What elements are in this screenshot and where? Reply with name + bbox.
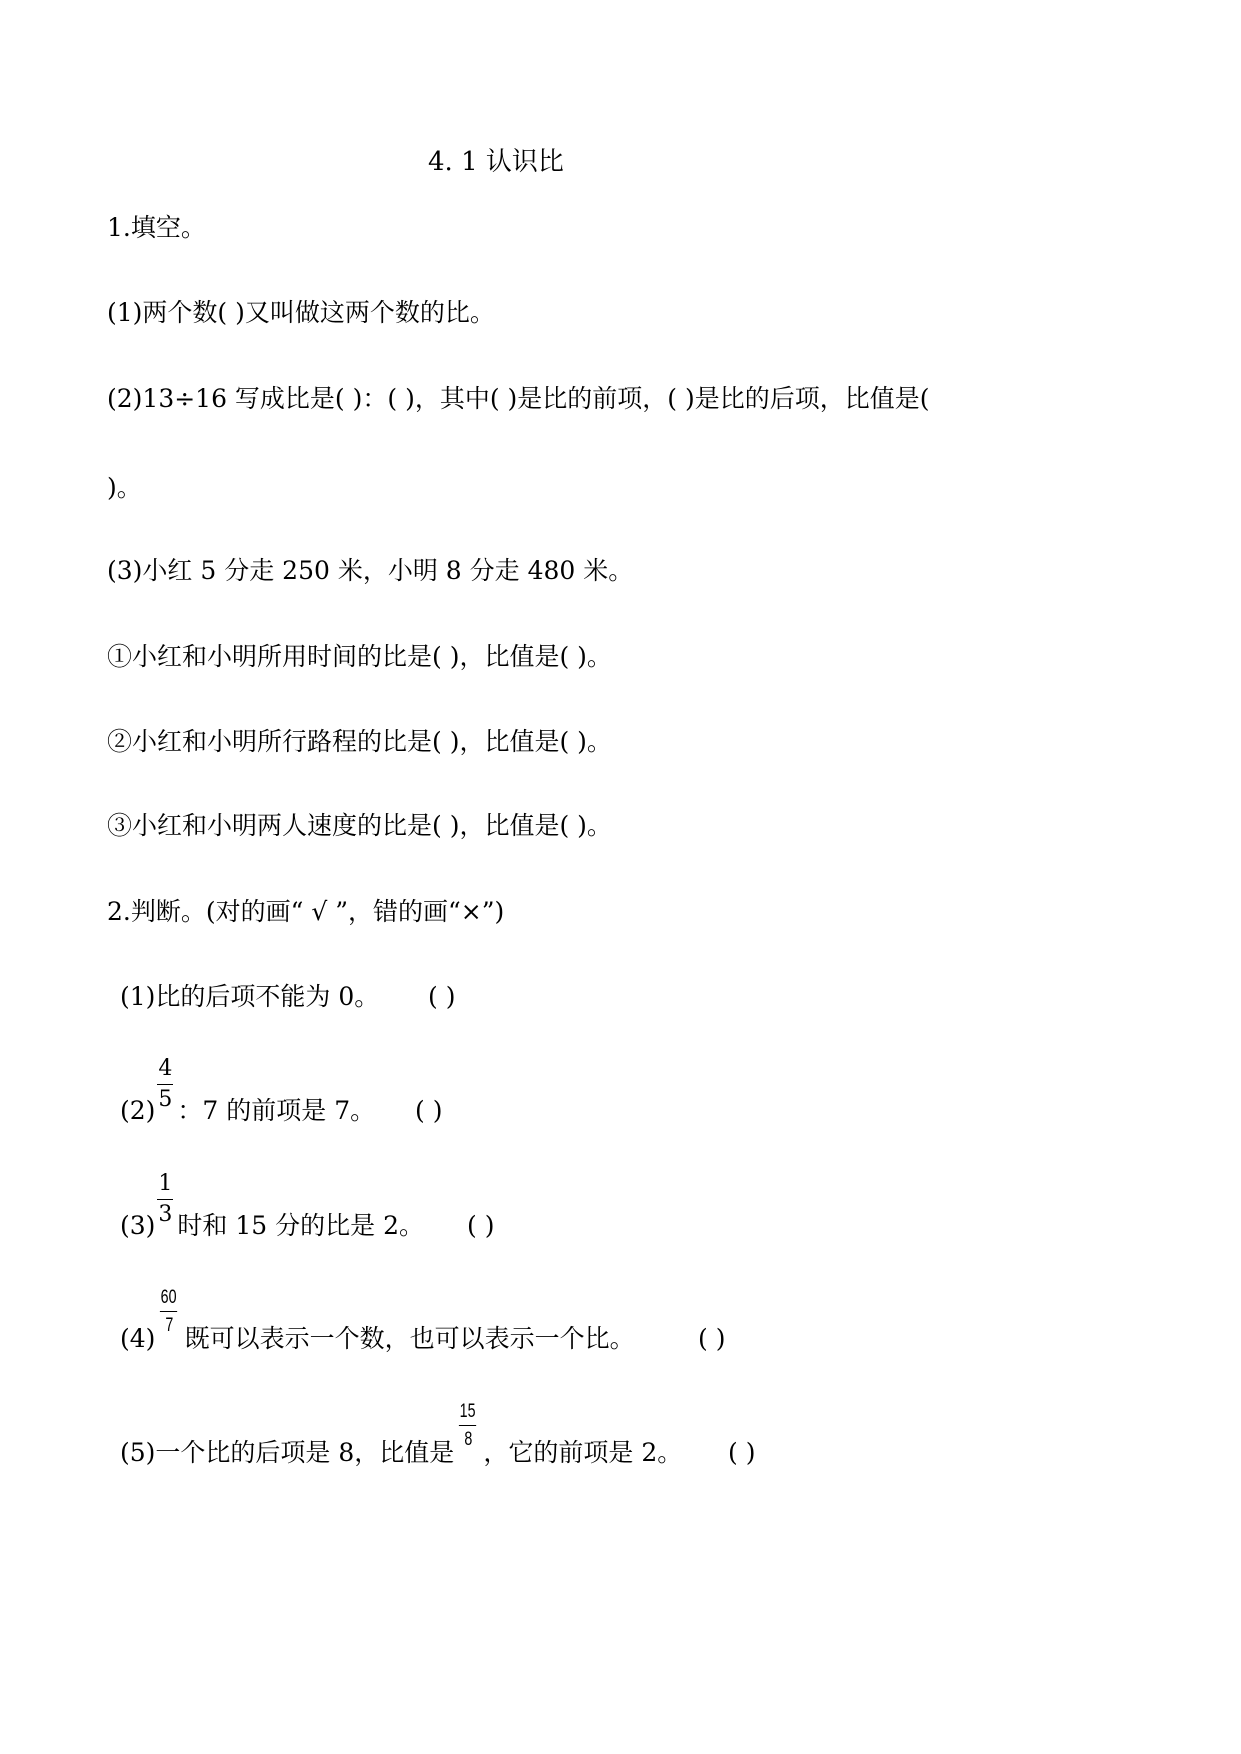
judge-item-text: 既可以表示一个数，也可以表示一个比。 <box>184 1324 635 1353</box>
fraction-denominator: 8 <box>463 1429 472 1450</box>
judge-item-prefix: (3) <box>120 1211 156 1240</box>
judge-item-prefix: (5)一个比的后项是 8，比值是 <box>120 1438 455 1467</box>
fraction-denominator: 3 <box>158 1202 173 1227</box>
judge-item-1 <box>120 981 456 1013</box>
judge-item-text: (1)比的后项不能为 0。 <box>120 982 380 1011</box>
fraction-numerator: 15 <box>459 1402 476 1426</box>
answer-bracket[interactable]: ( ) <box>698 1324 726 1353</box>
judge-item-text: ：7 的前项是 7。 <box>177 1096 376 1125</box>
fraction-numerator: 60 <box>160 1288 177 1312</box>
fraction-denominator: 5 <box>158 1087 173 1112</box>
fraction <box>157 1173 173 1226</box>
question-1-3-sub3: ③小红和小明两人速度的比是( )，比值是( )。 <box>107 811 612 840</box>
judge-item-5 <box>120 1401 756 1495</box>
question-1-2-line2: )。 <box>107 473 142 502</box>
judge-item-text: 时和 15 分的比是 2。 <box>177 1211 424 1240</box>
judge-item-4 <box>120 1287 726 1381</box>
question-1-2-line1: (2)13÷16 写成比是( )：( )，其中( )是比的前项，( )是比的后项，比值是( <box>107 384 930 413</box>
answer-bracket[interactable]: ( ) <box>467 1211 495 1240</box>
fraction-denominator: 7 <box>165 1315 173 1336</box>
answer-bracket[interactable]: ( ) <box>428 982 456 1011</box>
judge-item-3 <box>120 1171 495 1272</box>
judge-item-2 <box>120 1056 443 1157</box>
question-1-3: (3)小红 5 分走 250 米，小明 8 分走 480 米。 <box>107 556 634 585</box>
question-1-3-sub2: ②小红和小明所行路程的比是( )，比值是( )。 <box>107 727 612 756</box>
question-1-1: (1)两个数( )又叫做这两个数的比。 <box>107 298 495 327</box>
fraction-numerator: 4 <box>157 1058 173 1085</box>
section2-heading: 2.判断。(对的画“ √ ”，错的画“×”) <box>107 897 505 926</box>
fraction <box>157 1058 173 1111</box>
fraction <box>456 1402 479 1449</box>
section1-heading: 1.填空。 <box>107 213 206 242</box>
judge-item-prefix: (4) <box>120 1324 156 1353</box>
answer-bracket[interactable]: ( ) <box>415 1096 443 1125</box>
fraction <box>157 1288 180 1335</box>
fraction-numerator: 1 <box>157 1173 173 1200</box>
question-1-3-sub1: ①小红和小明所用时间的比是( )，比值是( )。 <box>107 642 612 671</box>
judge-item-prefix: (2) <box>120 1096 156 1125</box>
answer-bracket[interactable]: ( ) <box>728 1438 756 1467</box>
judge-item-text: ，它的前项是 2。 <box>483 1438 683 1467</box>
page-title: 4. 1 认识比 <box>428 147 564 177</box>
